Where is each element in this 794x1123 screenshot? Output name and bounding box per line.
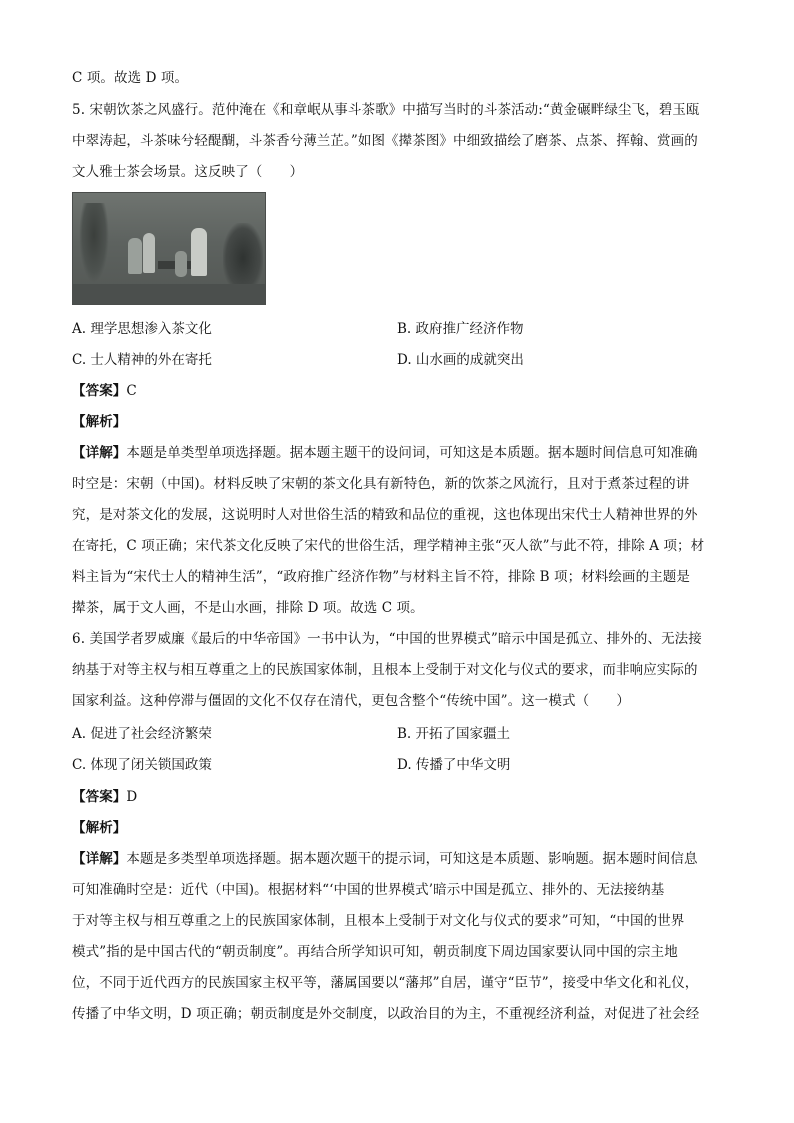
tea-grinding-painting-image [72,192,266,305]
answer-value: C [126,383,137,399]
question-5-detail-line: 料主旨为“宋代士人的精神生活”，“政府推广经济作物”与材料主旨不符，排除 B 项；材料绘画的主题是 [72,569,691,585]
question-5-detail-line: 在寄托，C 项正确；宋代茶文化反映了宋代的世俗生活，理学精神主张“灭人欲”与此不符，排除 A 项；材 [72,538,705,554]
question-6-stem-line: 6. 美国学者罗威廉《最后的中华帝国》一书中认为，“中国的世界模式”暗示中国是孤立、排外的、无法接 [72,631,702,647]
question-6-detail-line: 于对等主权与相互尊重之上的民族国家体制，且根本上受制于对文化与仪式的要求”可知，“中国的世界 [72,913,685,929]
question-6-option-d: D. 传播了中华文明 [397,757,511,773]
question-6-option-a: A. 促进了社会经济繁荣 [72,726,212,742]
question-5-option-d: D. 山水画的成就突出 [397,352,524,368]
question-5-detail-line: 究，是对茶文化的发展，这说明时人对世俗生活的精致和品位的重视，这也体现出宋代士人精神世界的外 [72,507,698,523]
question-6-stem-line: 国家利益。这种停滞与僵固的文化不仅存在清代，更包含整个“传统中国”。这一模式（ ） [72,693,631,709]
question-5-detail-line: 时空是：宋朝（中国)。材料反映了宋朝的茶文化具有新特色，新的饮茶之风流行，且对于煮茶过程的讲 [72,476,690,492]
question-6-detail-line: 位，不同于近代西方的民族国家主权平等，藩属国要以“藩邦”自居，谨守“臣节”，接受中华文化和礼仪， [72,975,699,991]
question-6-option-c: C. 体现了闭关锁国政策 [72,757,212,773]
question-5-detail-line [72,441,698,461]
detail-text: 本题是多类型单项选择题。据本题次题干的提示词，可知这是本质题、影响题。据本题时间信息 [126,851,698,867]
text-line: C 项。故选 D 项。 [72,70,189,86]
question-6-option-b: B. 开拓了国家疆土 [397,726,511,742]
question-6-detail-line: 可知准确时空是：近代（中国)。根据材料“‘中国的世界模式’暗示中国是孤立、排外的、无法接纳基 [72,882,665,898]
question-6-detail-line: 传播了中华文明，D 项正确；朝贡制度是外交制度，以政治目的为主，不重视经济利益，对促进了社会经 [72,1006,700,1022]
question-6-analysis-label: 【解析】 [72,820,127,836]
answer-value: D [126,789,138,805]
answer-label: 【答案】 [72,383,127,399]
detail-label: 【详解】 [72,445,127,461]
question-5-stem-line: 文人雅士茶会场景。这反映了（ ） [72,164,304,180]
question-6-stem-line: 纳基于对等主权与相互尊重之上的民族国家体制，且根本上受制于对文化与仪式的要求，而非响应实际的 [72,662,698,678]
question-5-option-a: A. 理学思想渗入茶文化 [72,321,212,337]
detail-text: 本题是单类型单项选择题。据本题主题干的设问词，可知这是本质题。据本题时间信息可知准确 [126,445,698,461]
question-5-option-c: C. 士人精神的外在寄托 [72,352,212,368]
detail-label: 【详解】 [72,851,127,867]
question-5-option-b: B. 政府推广经济作物 [397,321,524,337]
question-5-stem-line: 中翠涛起，斗茶味兮轻醍醐，斗茶香兮薄兰芷。”如图《撵茶图》中细致描绘了磨茶、点茶、挥翰、赏画的 [72,133,698,149]
question-5-analysis-label: 【解析】 [72,414,127,430]
question-5-detail-line: 撵茶，属于文人画，不是山水画，排除 D 项。故选 C 项。 [72,600,424,616]
question-6-detail-line [72,847,698,867]
question-5-stem-line: 5. 宋朝饮茶之风盛行。范仲淹在《和章岷从事斗茶歌》中描写当时的斗茶活动:“黄金碾畔绿尘飞，碧玉瓯 [72,102,700,118]
question-6-answer [72,785,137,805]
question-6-detail-line: 模式”指的是中国古代的“朝贡制度”。再结合所学知识可知，朝贡制度下周边国家要认同中国的宗主地 [72,944,678,960]
question-5-answer [72,379,137,399]
answer-label: 【答案】 [72,789,127,805]
